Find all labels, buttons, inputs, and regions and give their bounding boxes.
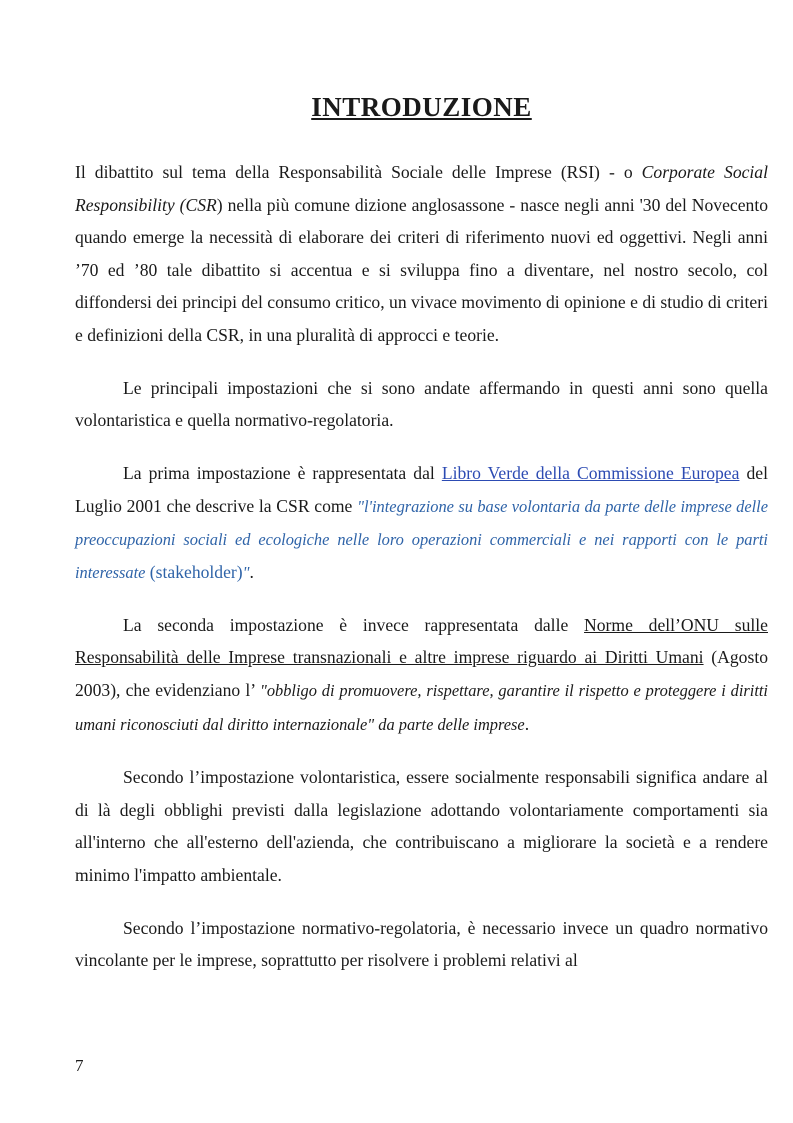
paragraph-4 xyxy=(75,609,768,741)
paragraph-6 xyxy=(75,912,768,977)
libro-verde-link[interactable]: Libro Verde della Commissione Europea xyxy=(441,462,740,483)
document-body xyxy=(75,156,768,997)
paragraph-6-text: Secondo l’impostazione normativo-regolatoria, è necessario invece un quadro normativo vincolante per le imprese, soprattutto per risolvere i problemi relativi al xyxy=(75,917,768,971)
paragraph-3 xyxy=(75,457,768,589)
paragraph-4-text-a: La seconda impostazione è invece rappresentata dalle xyxy=(123,614,585,635)
paragraph-5-text: Secondo l’impostazione volontaristica, essere socialmente responsabili significa andare al di là degli obblighi previsti dalla legislazione adottando volontariamente comportamenti sia all'interno che all'esterno dell'azienda, che contribuiscano a migliorare la società e a rendere minimo l'impatto ambientale. xyxy=(75,767,768,885)
paragraph-4-text-b: (Agosto 2003), che evidenziano l’ xyxy=(75,647,769,700)
paragraph-2-text: Le principali impostazioni che si sono andate affermando in questi anni sono quella volontaristica e quella normativo-regolatoria. xyxy=(75,377,768,431)
paragraph-4-quote: "obbligo di promuovere, rispettare, garantire il rispetto e proteggere i diritti umani riconosciuti dal diritto internazionale" da parte delle imprese xyxy=(75,680,768,734)
page-title: INTRODUZIONE xyxy=(311,92,532,122)
paragraph-2 xyxy=(75,372,768,437)
onu-norms-reference: Norme dell’ONU sulle Responsabilità delle Imprese transnazionali e altre imprese riguardo ai Diritti Umani xyxy=(75,614,768,668)
paragraph-3-quote: "l'integrazione su base volontaria da parte delle imprese delle preoccupazioni sociali ed ecologiche nelle loro operazioni commerciali e nei rapporti con le parti interessate xyxy=(75,496,768,582)
paragraph-4-end: . xyxy=(524,713,530,734)
paragraph-1-text-b: ) nella più comune dizione anglosassone - nasce negli anni '30 del Novecento quando emerge la necessità di elaborare dei criteri di riferimento nuovi ed oggettivi. Negli anni ’70 ed ’80 tale dibattito si accentua e si sviluppa fino a diventare, nel nostro secolo, col diffondersi dei principi del consumo critico, un vivace movimento di opinione e di studio di criteri e definizioni della CSR, in una pluralità di approcci e teorie. xyxy=(75,194,768,345)
paragraph-3-end: . xyxy=(249,561,254,582)
paragraph-3-stakeholder: (stakeholder) xyxy=(145,561,243,582)
paragraph-5 xyxy=(75,761,768,891)
paragraph-3-text-a: La prima impostazione è rappresentata dal xyxy=(123,462,442,483)
paragraph-1 xyxy=(75,156,768,352)
page-number: 7 xyxy=(75,1056,84,1075)
paragraph-1-italic-term: Corporate Social Responsibility (CSR xyxy=(75,162,768,215)
paragraph-3-quote-close: " xyxy=(242,562,250,582)
paragraph-3-text-b: del Luglio 2001 che descrive la CSR come xyxy=(75,462,768,516)
paragraph-1-text-a: Il dibattito sul tema della Responsabilità Sociale delle Imprese (RSI) - o xyxy=(75,162,642,182)
